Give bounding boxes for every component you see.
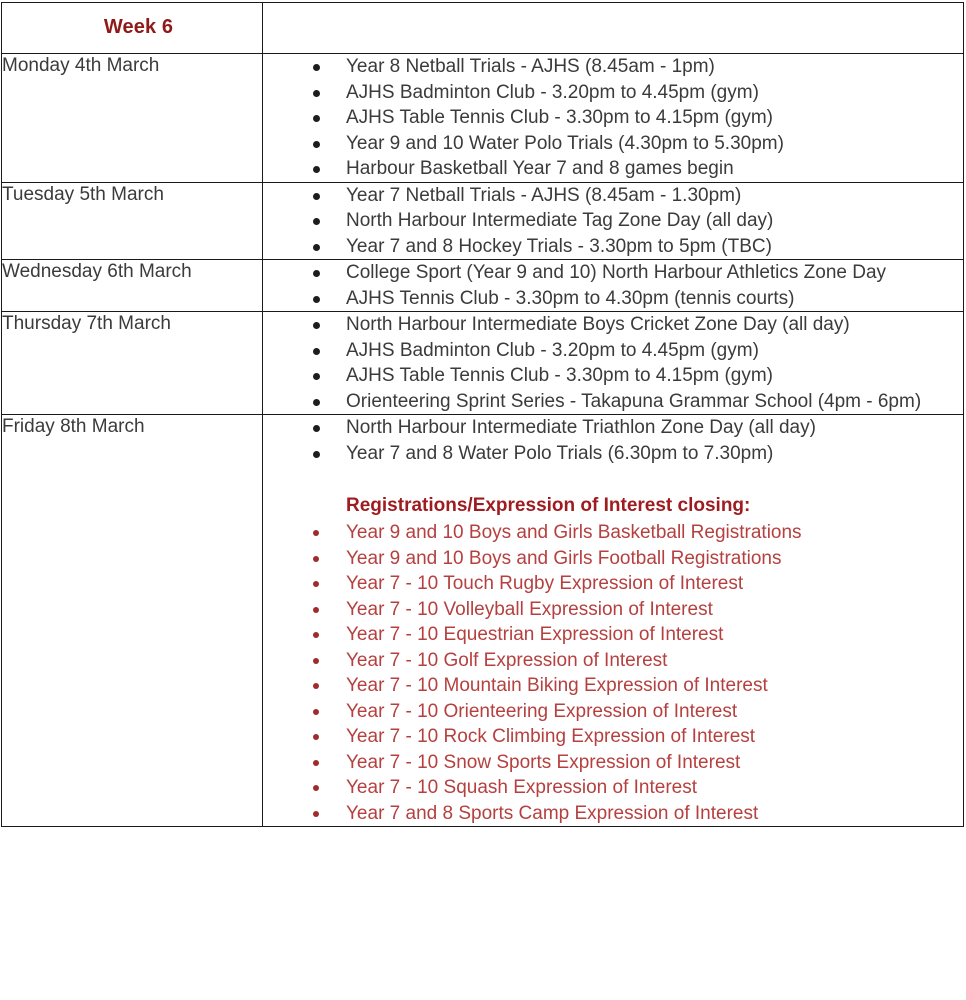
- registrations-block: [263, 493, 963, 826]
- day-events-cell: [263, 312, 964, 415]
- list-item: AJHS Table Tennis Club - 3.30pm to 4.15pm (gym): [263, 105, 963, 131]
- list-item: Year 7 - 10 Touch Rugby Expression of Interest: [263, 571, 963, 597]
- list-item: Orienteering Sprint Series - Takapuna Grammar School (4pm - 6pm): [263, 389, 963, 415]
- list-item: Year 9 and 10 Boys and Girls Basketball Registrations: [263, 520, 963, 546]
- list-item: Year 7 Netball Trials - AJHS (8.45am - 1.30pm): [263, 183, 963, 209]
- day-label: Wednesday 6th March: [2, 261, 192, 282]
- day-label-cell: [2, 182, 263, 260]
- table-row: [2, 312, 964, 415]
- table-row: [2, 415, 964, 827]
- list-item: Year 7 - 10 Volleyball Expression of Interest: [263, 597, 963, 623]
- table-row: [2, 260, 964, 312]
- list-item: Year 7 and 8 Sports Camp Expression of Interest: [263, 801, 963, 827]
- header-blank-cell: [263, 3, 964, 54]
- day-label-cell: [2, 54, 263, 183]
- event-list: [263, 183, 963, 260]
- table-header: [2, 3, 964, 54]
- list-item: North Harbour Intermediate Tag Zone Day (all day): [263, 208, 963, 234]
- registrations-list: [263, 520, 963, 826]
- page-title: Week 6: [103, 16, 174, 38]
- registrations-heading: Registrations/Expression of Interest closing:: [346, 495, 751, 516]
- event-list: [263, 312, 963, 414]
- list-item: AJHS Table Tennis Club - 3.30pm to 4.15pm (gym): [263, 363, 963, 389]
- day-label-cell: [2, 415, 263, 827]
- day-events-cell: [263, 54, 964, 183]
- day-events-cell: [263, 415, 964, 827]
- list-item: AJHS Tennis Club - 3.30pm to 4.30pm (tennis courts): [263, 286, 963, 312]
- event-list: [263, 54, 963, 182]
- list-item: Year 7 - 10 Mountain Biking Expression of Interest: [263, 673, 963, 699]
- list-item: Year 7 - 10 Orienteering Expression of Interest: [263, 699, 963, 725]
- list-item: North Harbour Intermediate Triathlon Zone Day (all day): [263, 415, 963, 441]
- list-item: Harbour Basketball Year 7 and 8 games begin: [263, 156, 963, 182]
- list-item: Year 7 - 10 Equestrian Expression of Interest: [263, 622, 963, 648]
- list-item: Year 7 - 10 Snow Sports Expression of Interest: [263, 750, 963, 776]
- header-row: [2, 3, 964, 54]
- list-item: Year 7 and 8 Water Polo Trials (6.30pm to 7.30pm): [263, 441, 963, 467]
- day-label: Thursday 7th March: [2, 313, 171, 334]
- day-label: Monday 4th March: [2, 55, 160, 76]
- day-events-cell: [263, 260, 964, 312]
- list-item: Year 8 Netball Trials - AJHS (8.45am - 1pm): [263, 54, 963, 80]
- list-item: Year 7 - 10 Golf Expression of Interest: [263, 648, 963, 674]
- list-item: AJHS Badminton Club - 3.20pm to 4.45pm (gym): [263, 80, 963, 106]
- day-label: Friday 8th March: [2, 416, 145, 437]
- list-item: North Harbour Intermediate Boys Cricket Zone Day (all day): [263, 312, 963, 338]
- day-label-cell: [2, 260, 263, 312]
- list-item: Year 9 and 10 Boys and Girls Football Registrations: [263, 546, 963, 572]
- event-list: [263, 415, 963, 466]
- table-body: [2, 54, 964, 827]
- day-label-cell: [2, 312, 263, 415]
- table-row: [2, 182, 964, 260]
- list-item: Year 7 and 8 Hockey Trials - 3.30pm to 5pm (TBC): [263, 234, 963, 260]
- list-item: Year 7 - 10 Squash Expression of Interest: [263, 775, 963, 801]
- list-item: Year 9 and 10 Water Polo Trials (4.30pm to 5.30pm): [263, 131, 963, 157]
- day-events-cell: [263, 182, 964, 260]
- table-row: [2, 54, 964, 183]
- list-item: College Sport (Year 9 and 10) North Harbour Athletics Zone Day: [263, 260, 963, 286]
- day-label: Tuesday 5th March: [2, 183, 164, 205]
- event-list: [263, 260, 963, 311]
- list-item: AJHS Badminton Club - 3.20pm to 4.45pm (gym): [263, 338, 963, 364]
- weekly-sports-calendar-table: [1, 2, 964, 827]
- list-item: Year 7 - 10 Rock Climbing Expression of Interest: [263, 724, 963, 750]
- week-title-cell: [2, 3, 263, 54]
